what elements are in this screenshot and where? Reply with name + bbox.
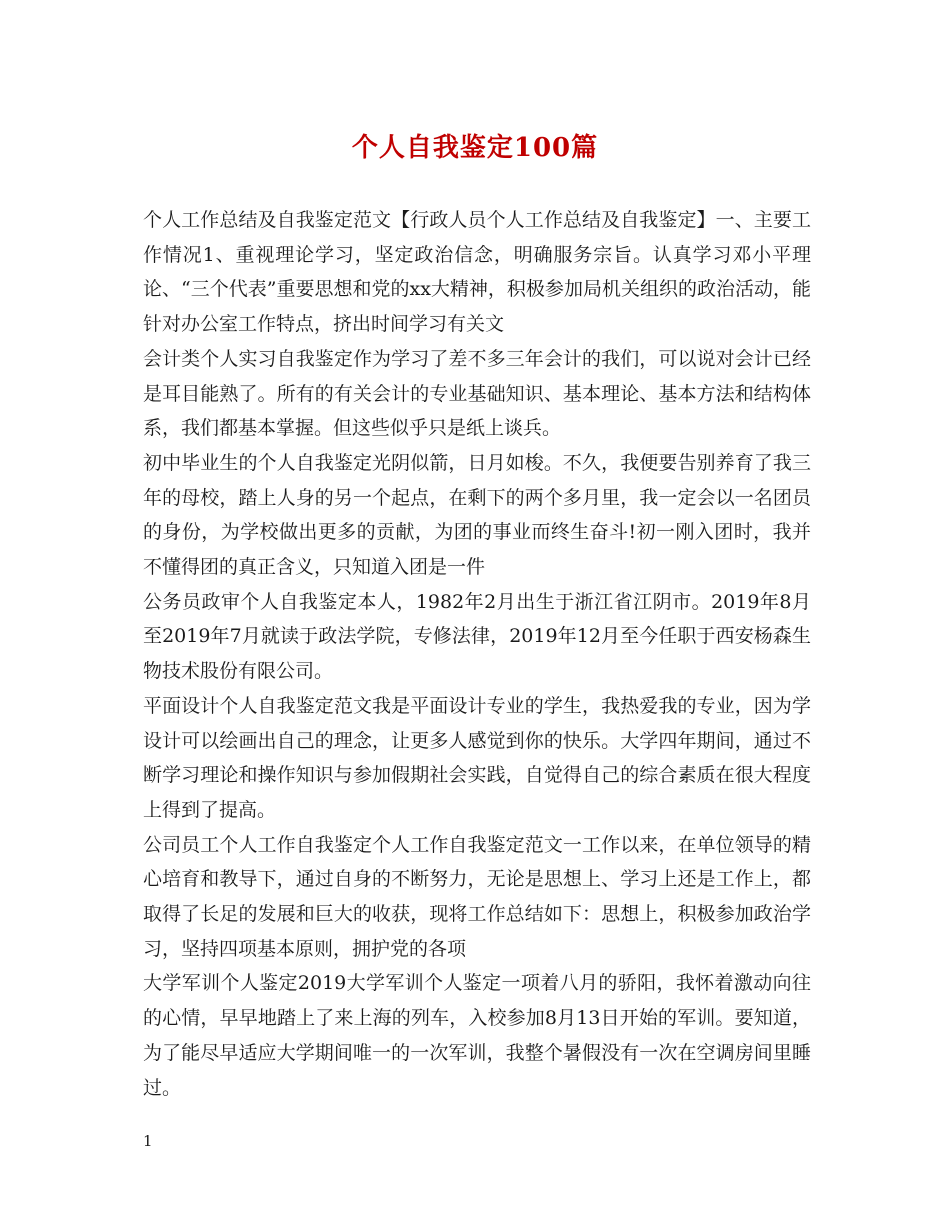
paragraph-accounting-internship: 会计类个人实习自我鉴定作为学习了差不多三年会计的我们，可以说对会计已经是耳目能熟了。所有的有关会计的专业基础知识、基本理论、基本方法和结构体系，我们都基本掌握。但这些似乎只是纸上谈兵。 bbox=[143, 347, 811, 440]
paragraph-admin-staff-summary: 个人工作总结及自我鉴定范文【行政人员个人工作总结及自我鉴定】一、主要工作情况1、重视理论学习，坚定政治信念，明确服务宗旨。认真学习邓小平理论、“三个代表”重要思想和党的xx大精神，积极参加局机关组织的政治活动，能针对办公室工作特点，挤出时间学习有关文 bbox=[143, 209, 811, 336]
paragraph-civil-servant-review: 公务员政审个人自我鉴定本人，1982年2月出生于浙江省江阴市。2019年8月至2019年7月就读于政法学院，专修法律，2019年12月至今任职于西安杨森生物技术股份有限公司。 bbox=[143, 590, 811, 683]
paragraph-junior-high-graduate: 初中毕业生的个人自我鉴定光阴似箭，日月如梭。不久，我便要告别养育了我三年的母校，踏上人身的另一个起点，在剩下的两个多月里，我一定会以一名团员的身份，为学校做出更多的贡献，为团的事业而终生奋斗!初一刚入团时，我并不懂得团的真正含义，只知道入团是一件 bbox=[143, 451, 811, 579]
page-title: 个人自我鉴定100篇 bbox=[351, 133, 599, 163]
paragraph-company-employee: 公司员工个人工作自我鉴定个人工作自我鉴定范文一工作以来，在单位领导的精心培育和教导下，通过自身的不断努力，无论是思想上、学习上还是工作上，都取得了长足的发展和巨大的收获，现将工作总结如下：思想上，积极参加政治学习，坚持四项基本原则，拥护党的各项 bbox=[143, 833, 811, 960]
page-number: 1 bbox=[143, 1132, 153, 1150]
paragraph-military-training: 大学军训个人鉴定2019大学军训个人鉴定一项着八月的骄阳，我怀着激动向往的心情，早早地踏上了来上海的列车，入校参加8月13日开始的军训。要知道，为了能尽早适应大学期间唯一的一次军训，我整个暑假没有一次在空调房间里睡过。 bbox=[143, 972, 811, 1099]
document-body bbox=[143, 203, 811, 1105]
paragraph-graphic-design: 平面设计个人自我鉴定范文我是平面设计专业的学生，我热爱我的专业，因为学设计可以绘画出自己的理念，让更多人感觉到你的快乐。大学四年期间，通过不断学习理论和操作知识与参加假期社会实践，自觉得自己的综合素质在很大程度上得到了提高。 bbox=[143, 694, 811, 821]
